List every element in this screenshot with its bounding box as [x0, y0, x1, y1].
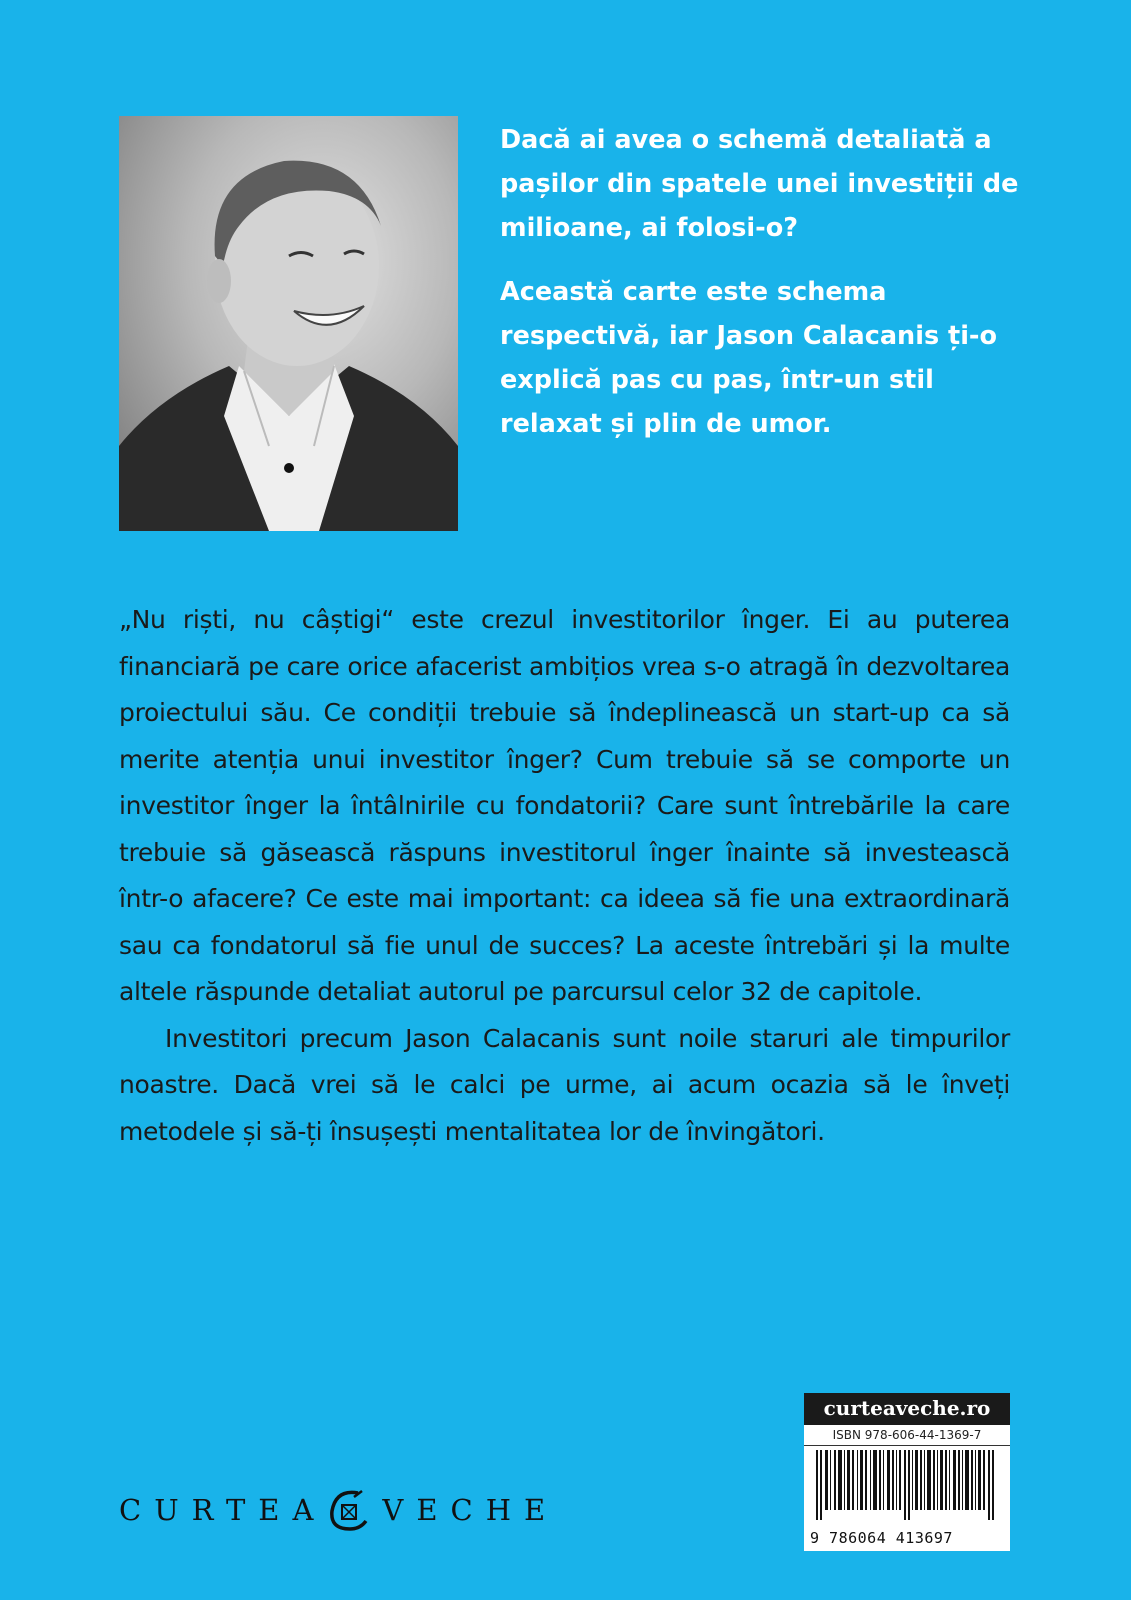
- barcode-icon: [816, 1450, 998, 1520]
- barcode-block: [804, 1393, 1010, 1551]
- author-photo: [119, 116, 458, 531]
- barcode-number: 9 786064 413697: [810, 1529, 953, 1547]
- publisher-name-right: VECHE: [382, 1493, 559, 1527]
- description-paragraph-2: Investitori precum Jason Calacanis sunt noile staruri ale timpurilor noastre. Dacă vrei să le calci pe urme, ai acum ocazia să le înveți metodele și să-ți însușești mentalitatea lor de învingători.: [119, 1023, 1010, 1146]
- publisher-emblem-icon: [324, 1487, 374, 1533]
- publisher-website: curteaveche.ro: [804, 1393, 1010, 1425]
- isbn-label: ISBN 978-606-44-1369-7: [804, 1428, 1010, 1446]
- book-description: [119, 597, 1010, 1155]
- back-cover-blurb: [500, 118, 1020, 466]
- publisher-logo: [119, 1487, 558, 1533]
- description-paragraph-1: „Nu riști, nu câștigi“ este crezul investitorilor înger. Ei au puterea financiară pe care orice afacerist ambițios vrea s-o atragă în dezvoltarea proiectului său. Ce condiții trebuie să îndeplinească un start-up ca să merite atenția unui investitor înger? Cum trebuie să se comporte un investitor înger la întâlnirile cu fondatorii? Care sunt întrebările la care trebuie să găsească răspuns investitorul înger înainte să investească într-o afacere? Ce este mai important: ca ideea să fie una extraordinară sau ca fondatorul să fie unul de succes? La aceste întrebări și la multe altele răspunde detaliat autorul pe parcursul celor 32 de capitole.: [119, 605, 1010, 1006]
- publisher-name-left: CURTEA: [119, 1493, 327, 1527]
- blurb-question: Dacă ai avea o schemă detaliată a pașilor din spatele unei investiții de milioane, ai folosi-o?: [500, 125, 1019, 243]
- blurb-answer: Această carte este schema respectivă, iar Jason Calacanis ți-o explică pas cu pas, într-un stil relaxat și plin de umor.: [500, 277, 998, 439]
